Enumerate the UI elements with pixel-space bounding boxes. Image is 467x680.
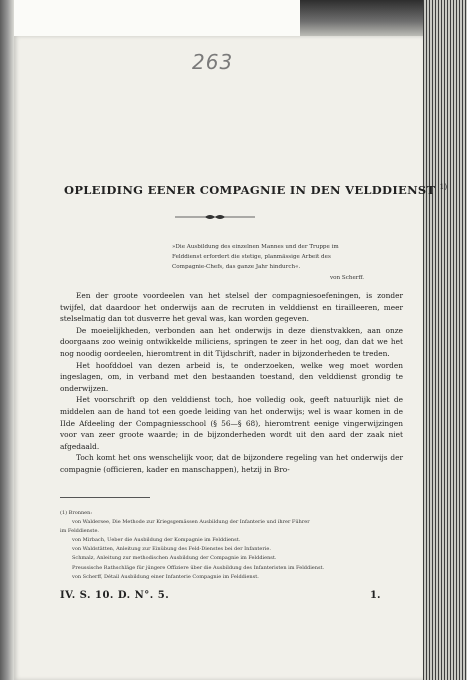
footnotes xyxy=(60,509,405,582)
epigraph-source: von Scherff. xyxy=(329,274,364,281)
paragraph: Een der groote voordeelen van het stelsel der compagniesoefeningen, is zonder twijfel, dat daardoor het onderwijs aan de recruten in velddienst en tirailleeren, meer stelselmatig dan tot dusverre het geval was, kan worden gegeven. xyxy=(60,291,403,324)
paragraph: Het hoofddoel van dezen arbeid is, te onderzoeken, welke weg moet worden ingeslagen, om, in verband met den bestaanden toestand, den velddienst grondig te onderwijzen. xyxy=(60,360,403,393)
title-text: OPLEIDING EENER COMPAGNIE IN DEN VELDDIENST xyxy=(64,183,436,197)
page-edges-top xyxy=(300,0,423,36)
paragraph: De moeielijkheden, verbonden aan het onderwijs in deze dienstvakken, aan onze doorgaans zoo weinig ontwikkelde miliciens, springen te zeer in het oog, dan dat we het nog noodig oordeelen, hieromtrent in dit Tijdschrift, nader in bijzonderheden te treden. xyxy=(60,325,403,358)
body-text xyxy=(60,290,403,476)
footnote-line: im Felddienste. xyxy=(60,528,99,535)
handwritten-page-number: 263 xyxy=(192,50,234,74)
footnote-line: von Scherff, Détail Ausbildung einer Infanterie Compagnie im Felddienst. xyxy=(72,573,259,580)
footnote-rule xyxy=(60,497,150,498)
footnote-line: Preussische Rathschläge für jüngere Offiziere über die Ausbildung des Infanteristen im Felddienst. xyxy=(72,564,325,571)
paragraph: Het voorschrift op den velddienst toch, hoe volledig ook, geeft natuurlijk niet de middelen aan de hand tot een goede leiding van het onderwijs; wel is waar komen in de IIde Afdeeling der Compagniesschool (§ 56—§ 68), hieromtrent eenige vingerwijzingen voor van zeer groote waarde; in de bijzonderheden wordt uit den aard der zaak niet afgedaald. xyxy=(60,395,403,451)
epigraph xyxy=(172,242,394,283)
epigraph-line: Compagnie-Chefs, das ganze Jahr hindurch«. xyxy=(172,264,301,271)
sheet-number: 1. xyxy=(370,590,381,601)
footnote-line: von Waldstätten, Anleitung zur Einübung des Feld-Dienstes bei der Infanterie. xyxy=(72,546,271,553)
paragraph: Toch komt het ons wenschelijk voor, dat de bijzondere regeling van het onderwijs der compagnie (officieren, kader en manschappen), hetzij in Bro- xyxy=(60,453,403,474)
footnote-line: von Mirbach, Ueber die Ausbildung der Kompagnie im Felddienst. xyxy=(72,537,241,544)
article-title xyxy=(64,183,448,197)
footnote-line: von Waldersee, Die Methode zur Kriegsgemässen Ausbildung der Infanterie und ihrer Führer xyxy=(72,519,310,526)
ornament-divider xyxy=(175,212,255,222)
footnote-marker: (1) Bronnen: xyxy=(60,510,93,516)
title-footnote-marker: 1) xyxy=(439,183,448,192)
footnote-line: Schmalz, Anleitung zur methodischen Ausbildung der Compagnie im Felddienst. xyxy=(72,555,277,562)
epigraph-line: Felddienst erfordert die stetige, planmässige Arbeit des xyxy=(172,254,331,261)
page-edges xyxy=(423,0,467,680)
book-spine xyxy=(0,0,14,680)
epigraph-line: »Die Ausbildung des einzelnen Mannes und der Truppe im xyxy=(172,244,339,250)
printer-signature: IV. S. 10. D. N°. 5. xyxy=(60,590,170,601)
